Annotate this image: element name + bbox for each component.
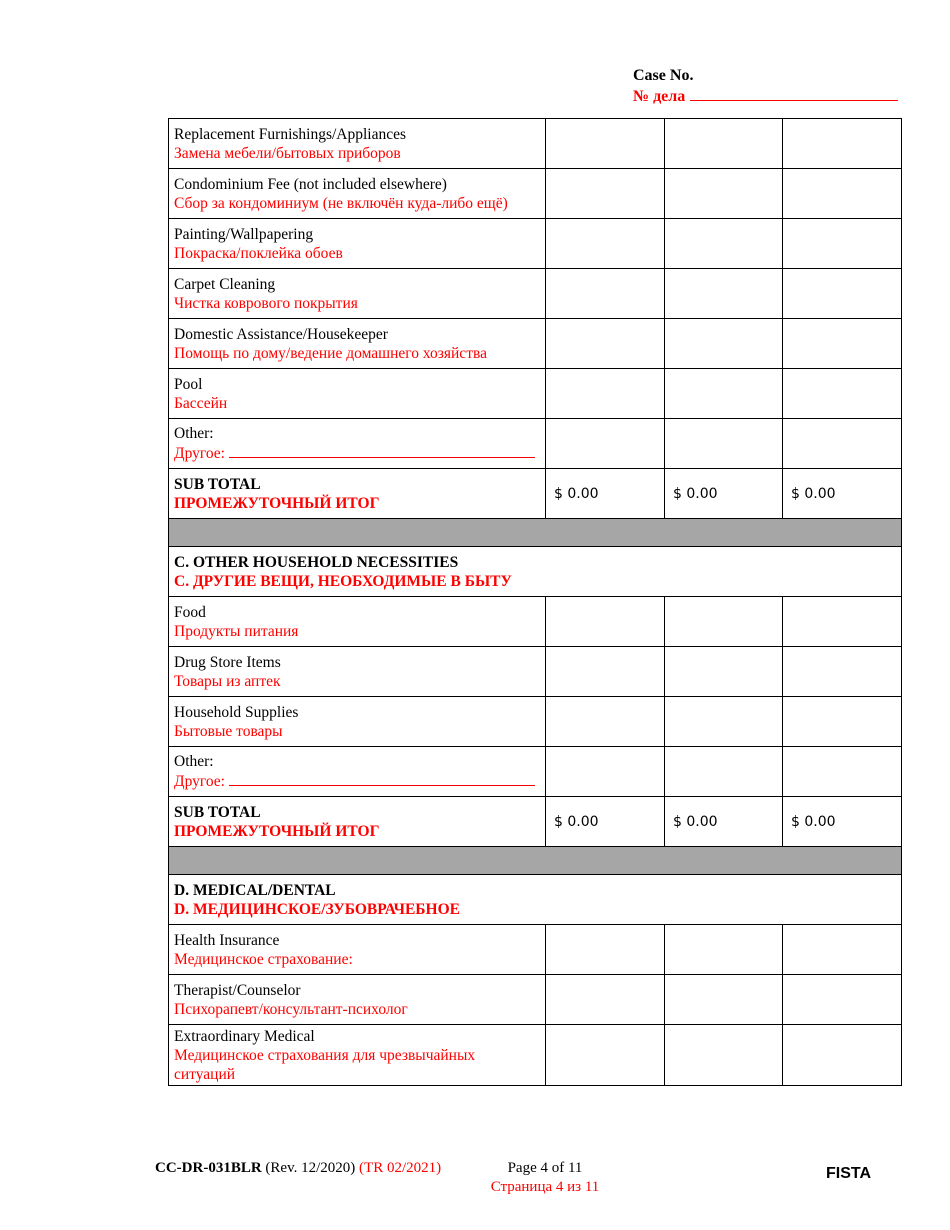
amount-cell[interactable] [665, 975, 783, 1025]
amount-cell[interactable] [546, 319, 665, 369]
row-label: Other: Другое: [169, 419, 546, 469]
subtotal-value: $ 0.00 [783, 469, 902, 519]
section-heading: C. OTHER HOUSEHOLD NECESSITIES С. ДРУГИЕ ВЕЩИ, НЕОБХОДИМЫЕ В БЫТУ [169, 547, 902, 597]
case-number-block [633, 66, 898, 107]
fista-mark: FISTA [826, 1165, 872, 1182]
table-row [169, 1025, 902, 1086]
row-label: Household Supplies Бытовые товары [169, 697, 546, 747]
subtotal-row [169, 797, 902, 847]
section-heading: D. MEDICAL/DENTAL D. МЕДИЦИНСКОЕ/ЗУБОВРАЧЕБНОЕ [169, 875, 902, 925]
subtotal-value: $ 0.00 [783, 797, 902, 847]
amount-cell[interactable] [783, 597, 902, 647]
amount-cell[interactable] [546, 925, 665, 975]
subtotal-value: $ 0.00 [546, 797, 665, 847]
amount-cell[interactable] [665, 697, 783, 747]
subtotal-value: $ 0.00 [546, 469, 665, 519]
table-row [169, 369, 902, 419]
amount-cell[interactable] [665, 925, 783, 975]
amount-cell[interactable] [783, 647, 902, 697]
amount-cell[interactable] [546, 169, 665, 219]
amount-cell[interactable] [546, 647, 665, 697]
amount-cell[interactable] [546, 219, 665, 269]
table-row [169, 975, 902, 1025]
row-label: Domestic Assistance/Housekeeper Помощь по дому/ведение домашнего хозяйства [169, 319, 546, 369]
amount-cell[interactable] [546, 697, 665, 747]
table-row [169, 647, 902, 697]
page-number: Page 4 of 11 Страница 4 из 11 [490, 1160, 600, 1195]
amount-cell[interactable] [546, 747, 665, 797]
amount-cell[interactable] [546, 269, 665, 319]
amount-cell[interactable] [665, 647, 783, 697]
amount-cell[interactable] [665, 597, 783, 647]
amount-cell[interactable] [783, 1025, 902, 1086]
amount-cell[interactable] [783, 319, 902, 369]
amount-cell[interactable] [665, 269, 783, 319]
row-label: Drug Store Items Товары из аптек [169, 647, 546, 697]
amount-cell[interactable] [546, 975, 665, 1025]
amount-cell[interactable] [783, 219, 902, 269]
row-label: Other: Другое: [169, 747, 546, 797]
amount-cell[interactable] [783, 697, 902, 747]
table-row [169, 319, 902, 369]
amount-cell[interactable] [665, 319, 783, 369]
table-row [169, 169, 902, 219]
table-row [169, 269, 902, 319]
amount-cell[interactable] [546, 597, 665, 647]
subtotal-label: SUB TOTAL ПРОМЕЖУТОЧНЫЙ ИТОГ [169, 797, 546, 847]
case-number-field[interactable] [690, 86, 898, 101]
subtotal-row [169, 469, 902, 519]
table-row [169, 419, 902, 469]
table-row [169, 747, 902, 797]
other-description-field[interactable] [229, 771, 535, 786]
case-label-en: Case No. [633, 67, 694, 84]
row-label: Replacement Furnishings/Appliances Замена мебели/бытовых приборов [169, 119, 546, 169]
case-label-ru: № дела [633, 88, 686, 105]
table-row [169, 597, 902, 647]
expense-table [168, 118, 902, 1086]
amount-cell[interactable] [665, 369, 783, 419]
amount-cell[interactable] [783, 419, 902, 469]
amount-cell[interactable] [783, 369, 902, 419]
amount-cell[interactable] [665, 219, 783, 269]
row-label: Carpet Cleaning Чистка коврового покрытия [169, 269, 546, 319]
amount-cell[interactable] [665, 419, 783, 469]
row-label: Painting/Wallpapering Покраска/поклейка обоев [169, 219, 546, 269]
amount-cell[interactable] [783, 925, 902, 975]
subtotal-value: $ 0.00 [665, 469, 783, 519]
row-label: Therapist/Counselor Психорапевт/консультант-психолог [169, 975, 546, 1025]
subtotal-value: $ 0.00 [665, 797, 783, 847]
form-id: CC-DR-031BLR (Rev. 12/2020) (TR 02/2021) [155, 1160, 442, 1176]
amount-cell[interactable] [783, 119, 902, 169]
table-row [169, 697, 902, 747]
row-label: Food Продукты питания [169, 597, 546, 647]
row-label: Health Insurance Медицинское страхование: [169, 925, 546, 975]
row-label: Condominium Fee (not included elsewhere) Сбор за кондоминиум (не включён куда-либо ещё) [169, 169, 546, 219]
amount-cell[interactable] [783, 747, 902, 797]
amount-cell[interactable] [665, 119, 783, 169]
amount-cell[interactable] [546, 1025, 665, 1086]
amount-cell[interactable] [546, 419, 665, 469]
table-row [169, 925, 902, 975]
amount-cell[interactable] [665, 747, 783, 797]
other-description-field[interactable] [229, 443, 535, 458]
row-label: Pool Бассейн [169, 369, 546, 419]
amount-cell[interactable] [783, 975, 902, 1025]
section-divider [169, 519, 902, 547]
amount-cell[interactable] [783, 169, 902, 219]
amount-cell[interactable] [665, 169, 783, 219]
amount-cell[interactable] [665, 1025, 783, 1086]
table-row [169, 119, 902, 169]
amount-cell[interactable] [783, 269, 902, 319]
amount-cell[interactable] [546, 369, 665, 419]
subtotal-label: SUB TOTAL ПРОМЕЖУТОЧНЫЙ ИТОГ [169, 469, 546, 519]
amount-cell[interactable] [546, 119, 665, 169]
section-divider [169, 847, 902, 875]
table-row [169, 219, 902, 269]
row-label: Extraordinary Medical Медицинское страхования для чрезвычайных ситуаций [169, 1025, 546, 1086]
